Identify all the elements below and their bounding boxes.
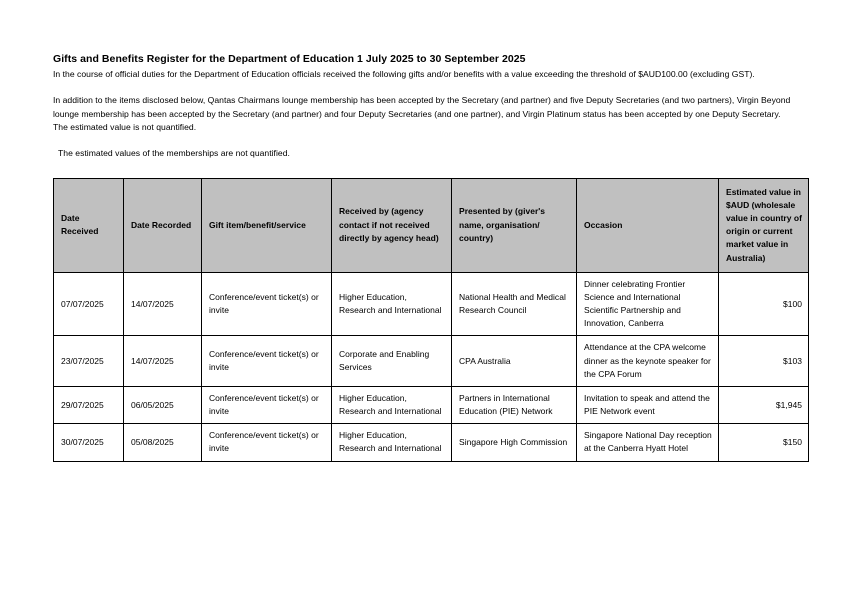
cell-date-received: 07/07/2025 <box>54 272 124 336</box>
intro-paragraph-not-quantified: The estimated values of the memberships are not quantified. <box>58 148 290 159</box>
cell-received-by: Higher Education, Research and International <box>332 424 452 461</box>
column-header-occasion: Occasion <box>577 178 719 272</box>
cell-estimated-value: $1,945 <box>719 386 809 423</box>
cell-gift-item: Conference/event ticket(s) or invite <box>202 336 332 387</box>
table-row <box>54 336 809 387</box>
table-row <box>54 272 809 336</box>
cell-date-recorded: 14/07/2025 <box>124 336 202 387</box>
cell-occasion: Invitation to speak and attend the PIE Network event <box>577 386 719 423</box>
cell-gift-item: Conference/event ticket(s) or invite <box>202 424 332 461</box>
cell-received-by: Higher Education, Research and International <box>332 272 452 336</box>
cell-gift-item: Conference/event ticket(s) or invite <box>202 272 332 336</box>
cell-estimated-value: $100 <box>719 272 809 336</box>
cell-occasion: Singapore National Day reception at the Canberra Hyatt Hotel <box>577 424 719 461</box>
cell-presented-by: CPA Australia <box>452 336 577 387</box>
cell-date-recorded: 14/07/2025 <box>124 272 202 336</box>
table-row <box>54 386 809 423</box>
intro-paragraph-threshold: In the course of official duties for the Department of Education officials received the following gifts and/or benefits with a value exceeding the threshold of $AUD100.00 (excluding GST). <box>53 69 755 80</box>
cell-date-received: 23/07/2025 <box>54 336 124 387</box>
table-header-row <box>54 178 809 272</box>
cell-gift-item: Conference/event ticket(s) or invite <box>202 386 332 423</box>
cell-presented-by: Singapore High Commission <box>452 424 577 461</box>
column-header-presented-by: Presented by (giver's name, organisation/ country) <box>452 178 577 272</box>
column-header-estimated-value: Estimated value in $AUD (wholesale value in country of origin or current market value in Australia) <box>719 178 809 272</box>
cell-estimated-value: $150 <box>719 424 809 461</box>
intro-paragraph-memberships: In addition to the items disclosed below, Qantas Chairmans lounge membership has been accepted by the Secretary (and partner) and five Deputy Secretaries (and two partners), Virgin Beyond lounge membership has been accepted by the Secretary (and partner) and four Deputy Secretaries (and one partner), and Virgin Platinum status has been accepted by one Deputy Secretary. The estimated value is not quantified. <box>53 95 791 133</box>
column-header-date-recorded: Date Recorded <box>124 178 202 272</box>
column-header-gift-item: Gift item/benefit/service <box>202 178 332 272</box>
cell-date-recorded: 06/05/2025 <box>124 386 202 423</box>
cell-occasion: Dinner celebrating Frontier Science and International Scientific Partnership and Innovation, Canberra <box>577 272 719 336</box>
cell-date-recorded: 05/08/2025 <box>124 424 202 461</box>
cell-estimated-value: $103 <box>719 336 809 387</box>
cell-received-by: Higher Education, Research and International <box>332 386 452 423</box>
cell-date-received: 30/07/2025 <box>54 424 124 461</box>
cell-received-by: Corporate and Enabling Services <box>332 336 452 387</box>
cell-occasion: Attendance at the CPA welcome dinner as the keynote speaker for the CPA Forum <box>577 336 719 387</box>
page-title: Gifts and Benefits Register for the Department of Education 1 July 2025 to 30 September 2025 <box>53 53 526 65</box>
column-header-received-by: Received by (agency contact if not received directly by agency head) <box>332 178 452 272</box>
cell-date-received: 29/07/2025 <box>54 386 124 423</box>
gifts-benefits-register-table <box>53 178 809 462</box>
cell-presented-by: National Health and Medical Research Council <box>452 272 577 336</box>
table-row <box>54 424 809 461</box>
column-header-date-received: Date Received <box>54 178 124 272</box>
cell-presented-by: Partners in International Education (PIE) Network <box>452 386 577 423</box>
